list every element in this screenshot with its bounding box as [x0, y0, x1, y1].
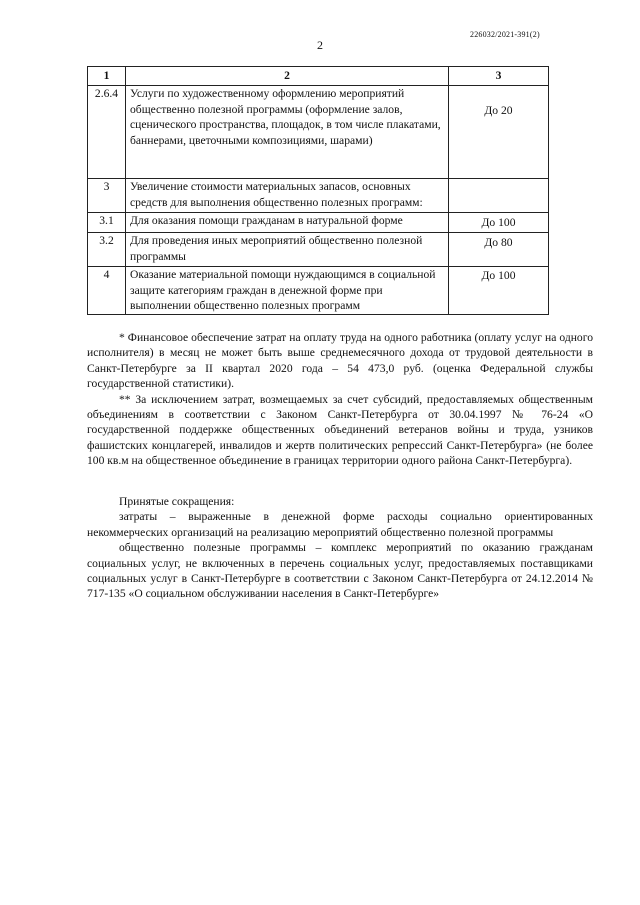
table-row — [88, 86, 549, 179]
row-value — [449, 179, 549, 213]
row-number: 4 — [88, 267, 126, 315]
row-value: До 20 — [449, 86, 549, 179]
footnote-single-asterisk: * Финансовое обеспечение затрат на оплату труда на одного работника (оплату услуг на одного исполнителя) в месяц не может быть выше среднемесячного дохода от трудовой деятельности в Санкт-Петербурге за II квартал 2020 года – 54 473,0 руб. (оценка Федеральной службы государственной статистики). — [87, 331, 593, 391]
table-row — [88, 213, 549, 233]
abbreviations-section — [87, 494, 593, 602]
row-number: 3.2 — [88, 233, 126, 267]
abbreviations-title: Принятые сокращения: — [119, 495, 235, 508]
row-number: 3 — [88, 179, 126, 213]
table-row — [88, 179, 549, 213]
row-number: 2.6.4 — [88, 86, 126, 179]
row-description: Для оказания помощи гражданам в натуральной форме — [126, 213, 449, 233]
table-header-cell: 1 — [88, 67, 126, 86]
row-value: До 100 — [449, 267, 549, 315]
table-header-cell: 2 — [126, 67, 449, 86]
footnotes — [87, 330, 593, 469]
table-header-row — [88, 67, 549, 86]
abbreviation-item: общественно полезные программы – комплекс мероприятий по оказанию гражданам социальных услуг, не включенных в перечень социальных услуг, предоставляемых поставщиками социальных услуг в Санкт-Петербурге в соответствии с Законом Санкт-Петербурга от 24.12.2014 № 717-135 «О социальном обслуживании населения в Санкт-Петербурге» — [87, 541, 593, 601]
row-description: Услуги по художественному оформлению мероприятий общественно полезной программы (оформление залов, сценического пространства, площадок, в том числе плакатами, баннерами, цветочными композициями, шарами) — [126, 86, 449, 179]
expenses-table — [87, 66, 549, 315]
row-number: 3.1 — [88, 213, 126, 233]
row-description: Оказание материальной помощи нуждающимся в социальной защите категориям граждан в денежной форме при выполнении общественно полезных программ — [126, 267, 449, 315]
abbreviation-item: затраты – выраженные в денежной форме расходы социально ориентированных некоммерческих организаций на реализацию мероприятий общественно полезной программы — [87, 510, 593, 539]
footnote-double-asterisk: ** За исключением затрат, возмещаемых за счет субсидий, предоставляемых общественным объединениям в соответствии с Законом Санкт-Петербурга от 30.04.1997 № 76-24 «О государственной поддержке общественных объединений ветеранов войны и труда, узников фашистских концлагерей, инвалидов и жертв политических репрессий Санкт-Петербурга» (не более 100 кв.м на общественное объединение в границах территории одного района Санкт-Петербурга). — [87, 392, 593, 468]
table-row — [88, 233, 549, 267]
page-number: 2 — [317, 38, 323, 52]
table-row — [88, 267, 549, 315]
row-value: До 80 — [449, 233, 549, 267]
row-value: До 100 — [449, 213, 549, 233]
row-description: Увеличение стоимости материальных запасов, основных средств для выполнения общественно полезных программ: — [126, 179, 449, 213]
table-header-cell: 3 — [449, 67, 549, 86]
document-id: 226032/2021-391(2) — [470, 30, 540, 39]
row-description: Для проведения иных мероприятий общественно полезной программы — [126, 233, 449, 267]
